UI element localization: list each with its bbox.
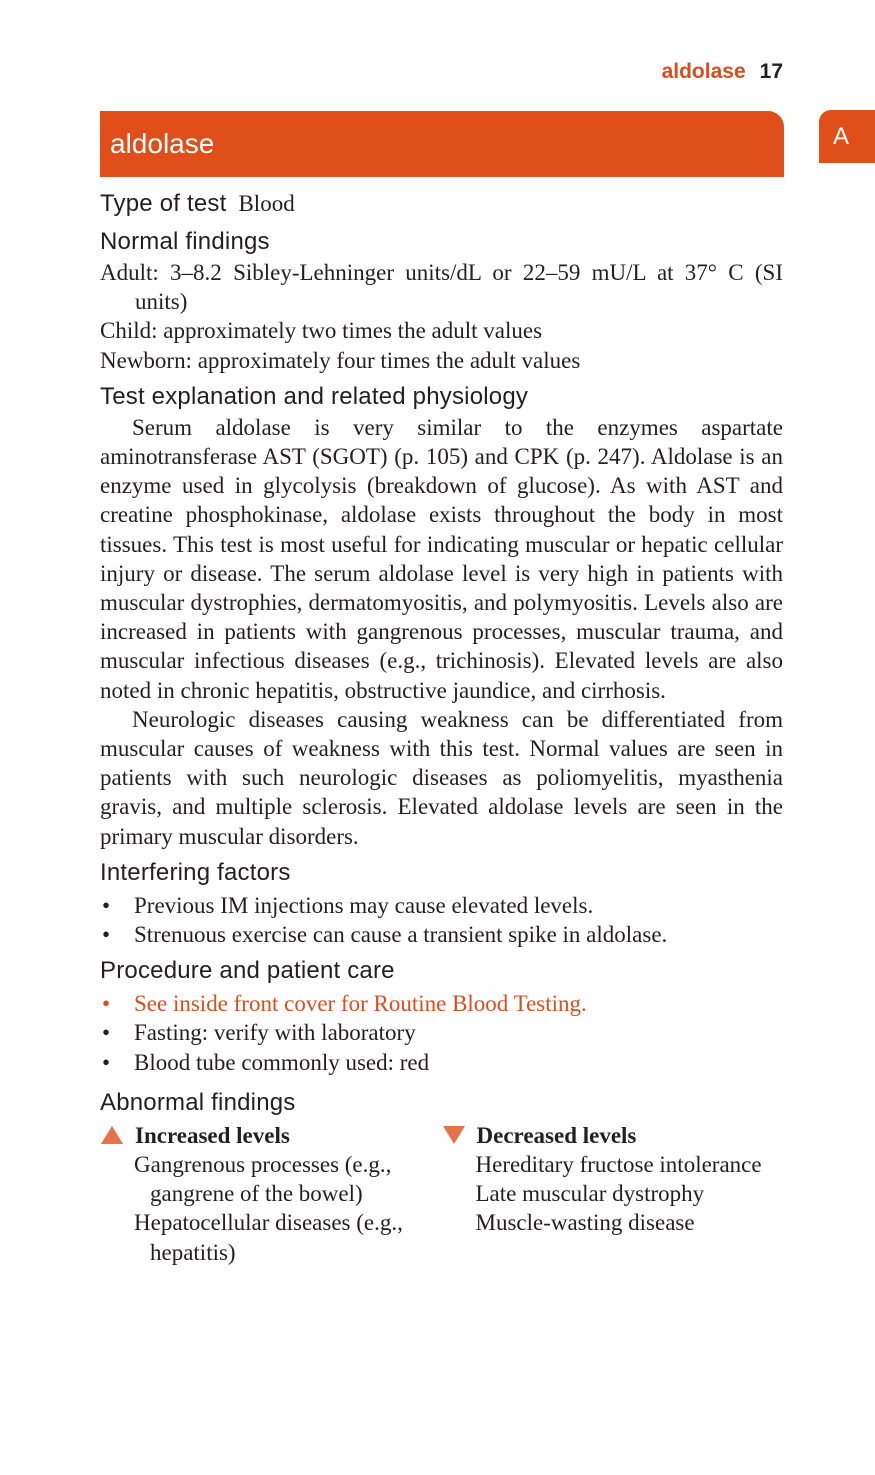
- procedure-heading: Procedure and patient care: [100, 957, 395, 985]
- decreased-levels-column: [442, 1121, 784, 1267]
- triangle-down-icon: [443, 1126, 465, 1144]
- page-number: 17: [759, 60, 783, 83]
- triangle-up-icon: [101, 1126, 123, 1144]
- interfering-factors-list: [100, 891, 783, 949]
- normal-findings-list: [100, 258, 783, 375]
- list-item: [100, 1048, 783, 1077]
- type-of-test-label: Type of test: [100, 190, 227, 217]
- bullet-icon: •: [102, 1020, 111, 1046]
- normal-finding-child: Child: approximately two times the adult values: [100, 318, 543, 344]
- normal-findings-heading: Normal findings: [100, 228, 270, 255]
- routine-blood-testing-link[interactable]: See inside front cover for Routine Blood Testing.: [134, 991, 587, 1017]
- thumb-tab: A: [819, 110, 875, 163]
- bullet-icon: •: [102, 1049, 111, 1075]
- explanation-heading: Test explanation and related physiology: [100, 382, 529, 410]
- abnormal-findings-heading: Abnormal findings: [100, 1088, 296, 1116]
- bullet-icon: •: [102, 922, 111, 948]
- entry-content: [100, 188, 783, 1267]
- list-item: Muscle-wasting disease: [475, 1210, 695, 1236]
- decreased-levels-label: Decreased levels: [476, 1122, 637, 1148]
- bullet-icon: •: [102, 892, 111, 918]
- explanation-body: [100, 413, 783, 851]
- list-item-text: Strenuous exercise can cause a transient spike in aldolase.: [134, 922, 668, 948]
- running-head: [662, 60, 783, 84]
- increased-levels-header: [100, 1121, 442, 1150]
- abnormal-findings: [100, 1121, 783, 1267]
- list-item: Gangrenous processes (e.g., gangrene of the bowel): [134, 1152, 392, 1207]
- type-of-test-value: Blood: [238, 191, 295, 216]
- list-item: [100, 920, 783, 949]
- explanation-paragraph: Neurologic diseases causing weakness can be differentiated from muscular causes of weakness with this test. Normal values are seen in patients with such neurologic diseases as poliomyelitis, myasthenia gravis, and multiple sclerosis. Elevated aldolase levels are seen in the primary muscular disorders.: [100, 706, 783, 849]
- list-item: [100, 989, 783, 1018]
- list-item: Late muscular dystrophy: [475, 1181, 705, 1207]
- decreased-levels-header: [442, 1121, 784, 1150]
- list-item: [100, 891, 783, 920]
- list-item-text: Blood tube commonly used: red: [134, 1049, 430, 1075]
- list-item: Hereditary fructose intolerance: [475, 1152, 762, 1178]
- interfering-factors-heading: Interfering factors: [100, 858, 291, 886]
- list-item-text: Fasting: verify with laboratory: [134, 1020, 416, 1046]
- test-title-bar: aldolase: [100, 111, 784, 177]
- explanation-paragraph: Serum aldolase is very similar to the enzymes aspartate aminotransferase AST (SGOT) (p. 105) and CPK (p. 247). Aldolase is an enzyme used in glycolysis (breakdown of glucose). As with AST and creatine phosphokinase, aldolase exists throughout the body in most tissues. This test is most useful for indicating muscular or hepatic cellular injury or disease. The serum aldolase level is very high in patients with muscular dystrophies, dermatomyositis, and polymyositis. Levels also are increased in patients with gangrenous processes, muscular trauma, and muscular infectious diseases (e.g., trichinosis). Elevated levels are also noted in chronic hepatitis, obstructive jaundice, and cirrhosis.: [100, 414, 783, 703]
- increased-levels-column: [100, 1121, 442, 1267]
- list-item-text: Previous IM injections may cause elevated levels.: [134, 892, 594, 918]
- normal-finding-newborn: Newborn: approximately four times the adult values: [100, 347, 581, 373]
- bullet-icon: •: [102, 991, 111, 1017]
- list-item: [100, 1018, 783, 1047]
- running-head-title: aldolase: [661, 60, 746, 83]
- procedure-list: [100, 989, 783, 1077]
- type-of-test-row: [100, 188, 783, 220]
- list-item: Hepatocellular diseases (e.g., hepatitis): [134, 1210, 403, 1265]
- normal-finding-adult: Adult: 3–8.2 Sibley-Lehninger units/dL or 22–59 mU/L at 37° C (SI units): [100, 260, 783, 315]
- increased-levels-label: Increased levels: [135, 1122, 290, 1148]
